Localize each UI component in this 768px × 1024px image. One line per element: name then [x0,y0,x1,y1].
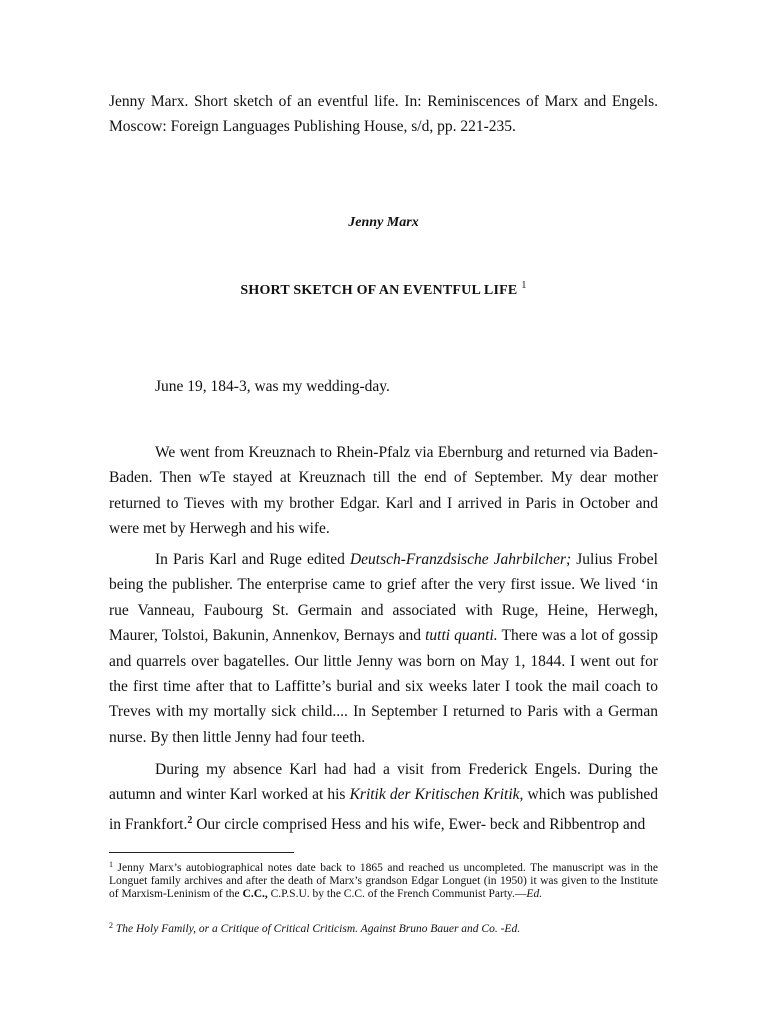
footnote-number: 1 [109,860,113,869]
footnote-ref-2: 2 [187,814,193,826]
paragraph-text: During my absence Karl had had a visit from Frederick Engels. During the autumn and winter Karl worked at his [109,761,658,804]
footnote-text: The Holy Family, or a Critique of Critical Criticism. Against Bruno Bauer and Co. -Ed. [113,923,521,935]
document-title [109,280,658,299]
footnote-number: 2 [109,921,113,930]
book-title: Kritik der Kritischen Kritik, [349,786,524,804]
citation [109,89,658,139]
paragraph-text: Our circle comprised Hess and his wife, Ewer- beck and Ribbentrop and [192,815,646,833]
editor-note: Ed. [526,887,543,900]
italic-phrase: tutti quanti. [425,627,498,645]
author-name: Jenny Marx [348,215,419,230]
paragraph-travel [109,440,658,542]
footnote-text: C.P.S.U. by the C.C. of the French Communist Party.— [267,887,527,900]
paragraph-wedding-day [109,374,658,399]
paragraph-text: Julius Frobel being the publisher. The enterprise came to grief after the very first issue. We lived ‘in rue Vanneau, Faubourg St. Germain and associated with Ruge, Heine, Herwegh, Maurer, Tolstoi, Bakunin, Annenkov, Bernays and [109,551,658,645]
footnote-text: Jenny Marx’s autobiographical notes date back to 1865 and reached us uncompleted. The manuscript was in the Longuet family archives and after the death of Marx’s grandson Edgar Longuet (in 1950) it was given to the Institute of Marxism-Leninism of the [109,862,658,900]
paragraph-engels-visit [109,757,658,837]
document-page [109,0,658,1024]
footnote-bold-text: C.C., [242,887,268,900]
paragraph-paris [109,547,658,750]
paragraph-text: June 19, 184-3, was my wedding-day. [155,378,390,395]
title-footnote-ref: 1 [521,280,527,291]
paragraph-text: In Paris Karl and Ruge edited [155,551,350,568]
paragraph-text: which was published in Frankfort. [109,786,658,833]
journal-title: Deutsch-Franzdsische Jahrbilcher; [349,551,572,568]
footnote-1 [109,859,658,900]
citation-text: Jenny Marx. Short sketch of an eventful life. In: Reminiscences of Marx and Engels. Moscow: Foreign Languages Publishing House, s/d, pp. 221-235. [109,93,658,135]
footnote-divider [109,852,294,853]
paragraph-text: We went from Kreuznach to Rhein-Pfalz via Ebernburg and returned via Baden-Baden. Then wTe stayed at Kreuznach till the end of September. My dear mother returned to Tieves with my brother Edgar. Karl and I arrived in Paris in October and were met by Herwegh and his wife. [109,444,658,538]
footnote-2 [109,920,658,936]
title-text: SHORT SKETCH OF AN EVENTFUL LIFE [240,283,518,298]
paragraph-text: There was a lot of gossip and quarrels over bagatelles. Our little Jenny was born on May 1, 1844. I went out for the first time after that to Laffitte’s burial and six weeks later I took the mail coach to Treves with my mortally sick child.... In September I returned to Paris with a German nurse. By then little Jenny had four teeth. [109,627,659,746]
